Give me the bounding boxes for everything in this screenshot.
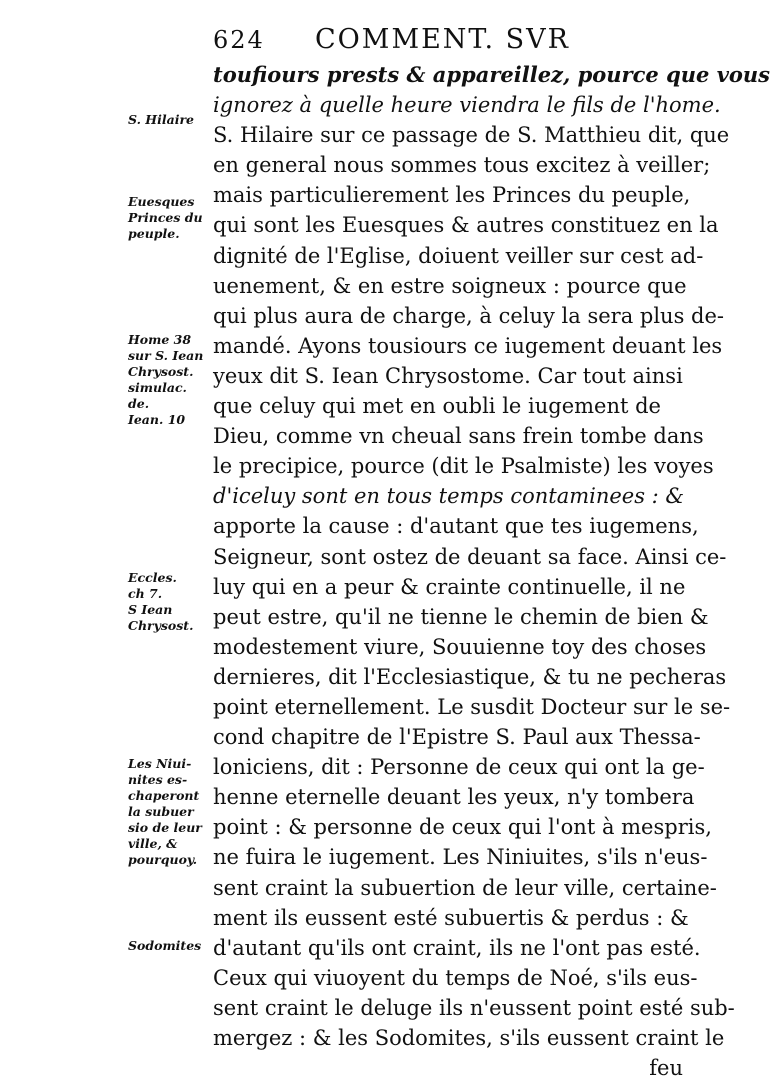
margin-note-hilaire [128, 112, 194, 128]
margin-note-line: Home 38 [128, 332, 192, 347]
text-line: ne fuira le iugement. Les Niniuites, s'ils n'eus- [213, 845, 708, 870]
margin-note-line: Chrysost. [128, 618, 194, 633]
text-line: mais particulierement les Princes du peuple, [213, 183, 691, 208]
text-line: S. Hilaire sur ce passage de S. Matthieu dit, que [213, 123, 730, 148]
text-line: Seigneur, sont ostez de deuant sa face. Ainsi ce- [213, 544, 727, 569]
margin-note-line: pourquoy. [128, 852, 198, 867]
text-line: sent craint la subuertion de leur ville, certaine- [213, 875, 717, 900]
margin-note-line: S. Hilaire [128, 112, 194, 127]
margin-note-euesques [128, 194, 203, 242]
text-line: uenement, & en estre soigneux : pource que [213, 273, 687, 298]
margin-note-line: Sodomites [128, 938, 202, 953]
margin-note-sodomites [128, 938, 201, 954]
margin-note-line: peuple. [128, 226, 180, 241]
catchword: feu [649, 1056, 683, 1081]
margin-note-line: chaperont [128, 788, 200, 803]
text-line: ignorez à quelle heure viendra le fils de l'home. [213, 93, 721, 118]
text-line: en general nous sommes tous excitez à veiller; [213, 153, 711, 178]
text-line: le precipice, pource (dit le Psalmiste) les voyes [213, 454, 714, 479]
text-line: yeux dit S. Iean Chrysostome. Car tout ainsi [213, 363, 683, 388]
text-line: toufiours prests & appareillez, pource que vous [213, 62, 770, 87]
text-line: mergez : & les Sodomites, s'ils eussent craint le [213, 1026, 725, 1050]
page-number: 624 [213, 26, 265, 54]
margin-note-line: Euesques [128, 194, 195, 209]
body-text [213, 60, 770, 1083]
text-line: qui plus aura de charge, à celuy la sera plus de- [213, 303, 725, 328]
margin-note-line: Princes du [128, 210, 203, 225]
text-line: sent craint le deluge ils n'eussent point esté sub- [213, 995, 735, 1020]
text-line: modestement viure, Souuienne toy des choses [213, 634, 707, 659]
margin-note-line: sio de leur [128, 820, 202, 835]
margin-note-line: Iean. 10 [128, 412, 186, 427]
running-header [213, 22, 683, 58]
text-line: Ceux qui viuoyent du temps de Noé, s'ils eus- [213, 965, 698, 990]
margin-note-eccles [128, 570, 193, 634]
margin-note-line: ville, & [128, 836, 178, 851]
margin-note-line: Chrysost. [128, 364, 194, 379]
text-line: peut estre, qu'il ne tienne le chemin de bien & [213, 604, 709, 629]
text-line: cond chapitre de l'Epistre S. Paul aux Thessa- [213, 725, 701, 750]
margin-note-line: Eccles. [128, 570, 177, 585]
margin-note-line: ch 7. [128, 586, 163, 601]
margin-note-line: la subuer [128, 804, 194, 819]
text-line: loniciens, dit : Personne de ceux qui ont la ge- [213, 755, 705, 780]
text-line: apporte la cause : d'autant que tes iugemens, [213, 514, 699, 539]
text-line: ment ils eussent esté subuertis & perdus : & [213, 905, 689, 930]
margin-note-line: Les Niui- [128, 756, 192, 771]
margin-note-line: simulac. [128, 380, 187, 395]
text-line: henne eternelle deuant les yeux, n'y tombera [213, 785, 695, 810]
text-line: dignité de l'Eglise, doiuent veiller sur cest ad- [213, 243, 704, 268]
text-line: point eternellement. Le susdit Docteur sur le se- [213, 694, 731, 719]
text-line: luy qui en a peur & crainte continuelle, il ne [213, 574, 686, 599]
text-line: d'autant qu'ils ont craint, ils ne l'ont pas esté. [213, 935, 701, 960]
margin-note-line: S Iean [128, 602, 173, 617]
text-line: qui sont les Euesques & autres constituez en la [213, 213, 719, 238]
margin-note-line: nites es- [128, 772, 188, 787]
text-line: point : & personne de ceux qui l'ont à mespris, [213, 815, 712, 840]
margin-note-line: sur S. Iean [128, 348, 204, 363]
margin-note-niniuites [128, 756, 202, 868]
text-line: que celuy qui met en oubli le iugement de [213, 394, 661, 419]
margin-note-chrysostome [128, 332, 203, 428]
margin-note-line: de. [128, 396, 150, 411]
text-line: mandé. Ayons tousiours ce iugement deuant les [213, 333, 723, 358]
text-line: d'iceluy sont en tous temps contaminees : & [213, 484, 685, 509]
text-line: Dieu, comme vn cheual sans frein tombe dans [213, 424, 704, 449]
text-line: dernieres, dit l'Ecclesiastique, & tu ne pecheras [213, 664, 727, 689]
running-title: COMMENT. SVR [315, 24, 570, 55]
